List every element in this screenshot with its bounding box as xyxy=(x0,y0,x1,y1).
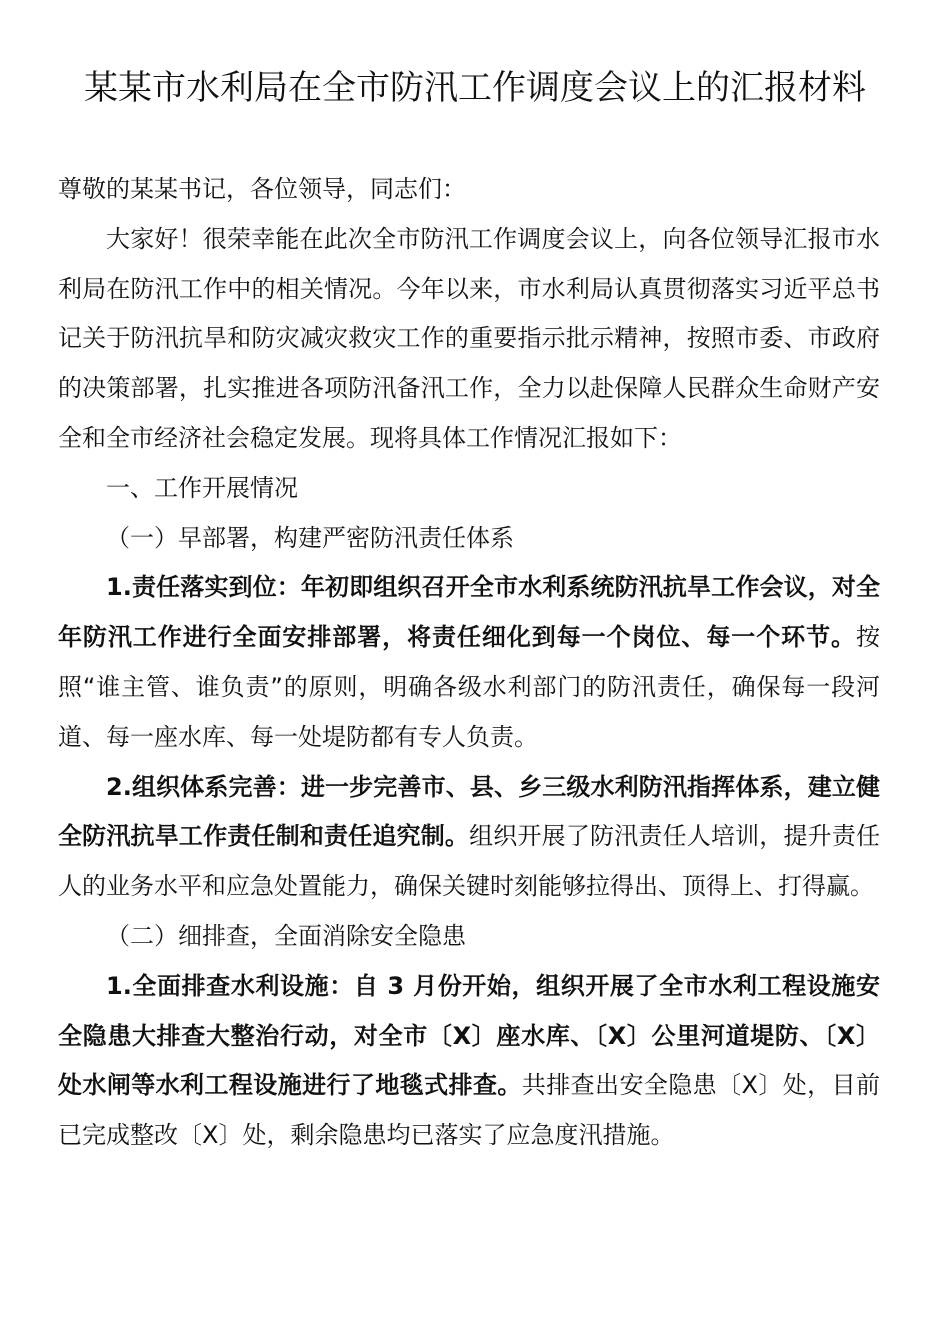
paragraph-item xyxy=(58,763,880,912)
salutation: 尊敬的某某书记，各位领导，同志们： xyxy=(58,175,466,203)
intro-paragraph: 大家好！很荣幸能在此次全市防汛工作调度会议上，向各位领导汇报市水利局在防汛工作中的相关情况。今年以来，市水利局认真贯彻落实习近平总书记关于防汛抗旱和防灾减灾救灾工作的重要指示批示精神，按照市委、市政府的决策部署，扎实推进各项防汛备汛工作，全力以赴保障人民群众生命财产安全和全市经济社会稳定发展。现将具体工作情况汇报如下： xyxy=(58,224,880,452)
subsection-heading: （一）早部署，构建严密防汛责任体系 xyxy=(106,523,514,552)
document-title: 某某市水利局在全市防汛工作调度会议上的汇报材料 xyxy=(84,68,866,108)
paragraph-lead: 2.组织体系完善：进一步完善市、县、乡三级水利防汛指挥体系，建立健全防汛抗旱工作责任制和责任追究制。 xyxy=(58,772,880,851)
paragraph-lead: 1.责任落实到位：年初即组织召开全市水利系统防汛抗旱工作会议，对全年防汛工作进行全面安排部署，将责任细化到每一个岗位、每一个环节。 xyxy=(58,573,880,652)
paragraph-text: 组织开展了防汛责任人培训，提升责任人的业务水平和应急处置能力，确保关键时刻能够拉得出、顶得上、打得赢。 xyxy=(58,822,881,901)
paragraph-item xyxy=(58,563,880,762)
subsection-heading: （二）细排查，全面消除安全隐患 xyxy=(106,921,466,950)
paragraph-text: 共排查出安全隐患〔X〕处，目前已完成整改〔X〕处，剩余隐患均已落实了应急度汛措施。 xyxy=(58,1071,881,1150)
paragraph-lead: 1.全面排查水利设施：自 3 月份开始，组织开展了全市水利工程设施安全隐患大排查大整治行动，对全市〔X〕座水库、〔X〕公里河道堤防、〔X〕处水闸等水利工程设施进行了地毯式排查。 xyxy=(58,971,880,1100)
paragraph-item xyxy=(58,962,880,1161)
section-heading: 一、工作开展情况 xyxy=(106,473,298,502)
paragraph-text: 按照“谁主管、谁负责”的原则，明确各级水利部门的防汛责任，确保每一段河道、每一座水库、每一处堤防都有专人负责。 xyxy=(58,623,880,751)
document-body xyxy=(58,165,880,1161)
